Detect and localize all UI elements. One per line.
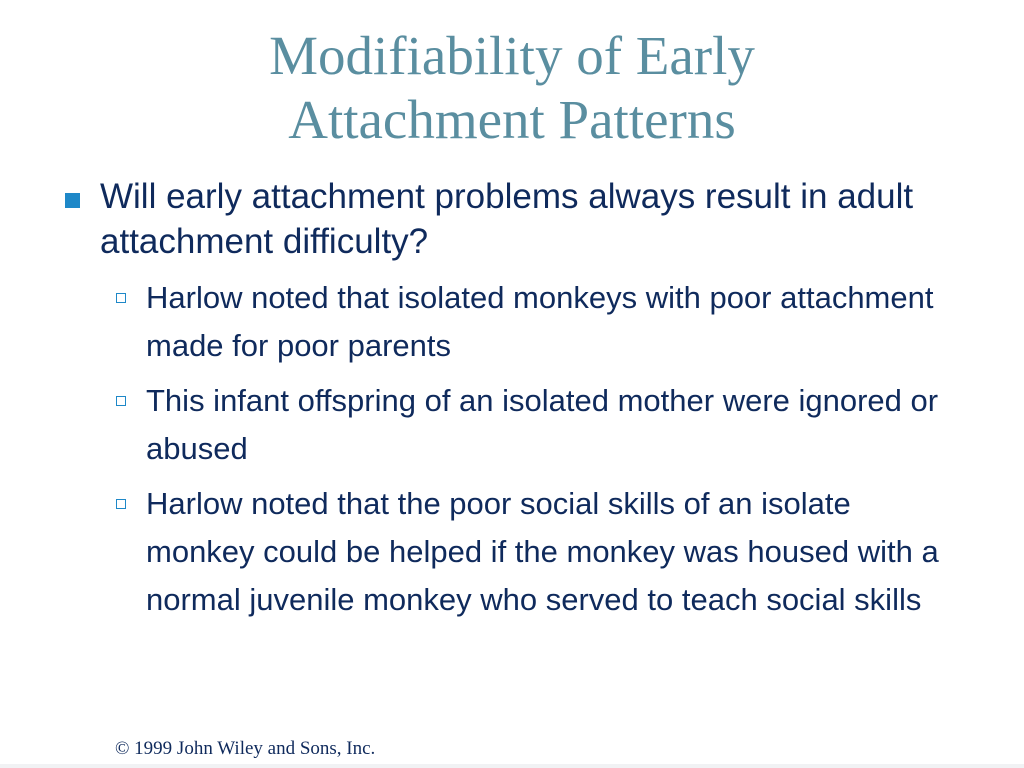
hollow-square-bullet-icon bbox=[116, 293, 126, 303]
sub-bullet-item bbox=[146, 480, 966, 624]
sub-bullet-text: Harlow noted that isolated monkeys with poor attachment made for poor parents bbox=[146, 280, 934, 363]
slide-title-line-1: Modifiability of Early bbox=[269, 25, 755, 86]
sub-bullet-item bbox=[146, 274, 966, 370]
sub-bullet-text: This infant offspring of an isolated mother were ignored or abused bbox=[146, 383, 939, 466]
hollow-square-bullet-icon bbox=[116, 396, 126, 406]
bottom-divider bbox=[0, 764, 1024, 768]
main-bullet-text: Will early attachment problems always result in adult attachment difficulty? bbox=[100, 177, 914, 261]
filled-square-bullet-icon bbox=[65, 193, 80, 208]
slide-body bbox=[0, 174, 1024, 631]
main-bullet-item bbox=[100, 174, 930, 264]
sub-bullet-item bbox=[146, 377, 966, 473]
slide-title bbox=[0, 24, 1024, 152]
hollow-square-bullet-icon bbox=[116, 499, 126, 509]
sub-bullet-list bbox=[0, 274, 1024, 624]
slide-title-line-2: Attachment Patterns bbox=[288, 89, 736, 150]
sub-bullet-text: Harlow noted that the poor social skills of an isolate monkey could be helped if the monkey was housed with a normal juvenile monkey who served to teach social skills bbox=[146, 486, 939, 617]
copyright-footer: © 1999 John Wiley and Sons, Inc. bbox=[115, 738, 376, 759]
